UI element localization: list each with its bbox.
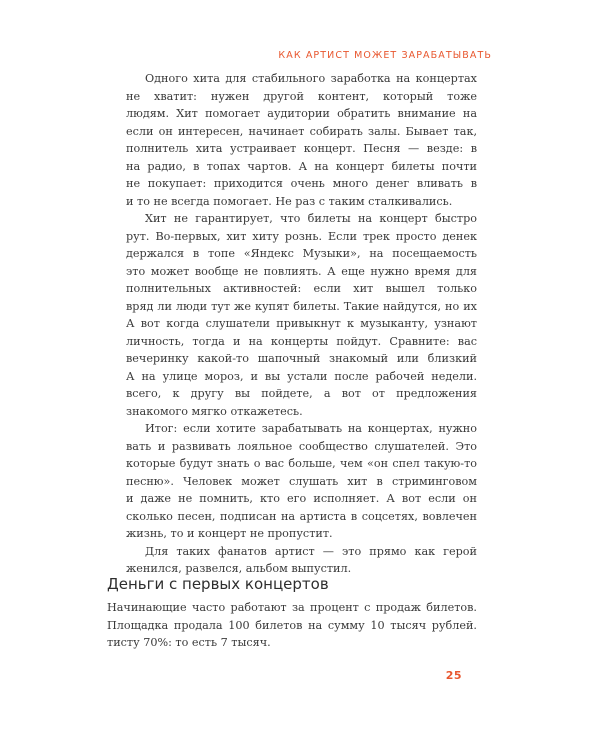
- text-line: которые будут знать о вас больше, чем «он спел такую-то: [126, 457, 477, 470]
- text-line: держался в топе «Яндекс Музыки», на посещаемость: [126, 247, 477, 260]
- text-line: вряд ли люди тут же купят билеты. Такие найдутся, но их: [126, 299, 477, 313]
- text-line: людям. Хит помогает аудитории обратить внимание на: [126, 107, 477, 120]
- text-line: это может вообще не повлиять. А еще нужно время для: [126, 264, 477, 278]
- text-line: и даже не помнить, кто его исполняет. А вот если он: [126, 492, 477, 505]
- text-line: Для таких фанатов артист — это прямо как герой: [145, 544, 477, 558]
- text-line: песню». Человек может слушать хит в стриминговом: [126, 474, 477, 488]
- running-header: КАК АРТИСТ МОЖЕТ ЗАРАБАТЫВАТЬ: [278, 50, 492, 61]
- text-line: вать и развивать лояльное сообщество слушателей. Это: [126, 439, 477, 453]
- paragraph-1: [107, 70, 477, 210]
- text-line: не покупает: приходится очень много денег вливать в: [126, 177, 477, 190]
- text-line: рут. Во-первых, хит хиту рознь. Если трек просто денек: [126, 229, 477, 243]
- text-line: полнитель хита устраивает концерт. Песня — везде: в: [126, 142, 477, 155]
- text-line: вечеринку какой-то шапочный знакомый или близкий: [126, 352, 477, 365]
- body-text: [107, 70, 477, 578]
- text-line: женился, развелся, альбом выпустил.: [126, 562, 352, 575]
- text-line: Итог: если хотите зарабатывать на концертах, нужно: [145, 422, 477, 435]
- text-line: и то не всегда помогает. Не раз с таким сталкивались.: [126, 194, 453, 208]
- page-number: 25: [445, 669, 462, 682]
- text-line: полнительных активностей: если хит вышел только: [126, 282, 477, 295]
- text-line: не хватит: нужен другой контент, который тоже: [126, 89, 477, 103]
- text-line: если он интересен, начинает собирать залы. Бывает так,: [126, 124, 477, 138]
- text-line: Площадка продала 100 билетов на сумму 10 тысяч рублей.: [107, 618, 477, 632]
- paragraph-2: [107, 210, 477, 420]
- text-line: личность, тогда и на концерты пойдут. Сравните: вас: [126, 334, 477, 348]
- section-body: [107, 599, 477, 652]
- text-line: всего, к другу вы пойдете, а вот от предложения: [126, 387, 477, 400]
- paragraph-4: [107, 543, 477, 578]
- text-line: жизнь, то и концерт не пропустит.: [126, 527, 333, 540]
- text-line: А на улице мороз, и вы устали после рабочей недели.: [126, 369, 477, 383]
- paragraph-3: [107, 420, 477, 543]
- text-line: сколько песен, подписан на артиста в соцсетях, вовлечен: [126, 509, 477, 523]
- text-line: Начинающие часто работают за процент с продаж билетов.: [107, 601, 477, 614]
- text-line: Хит не гарантирует, что билеты на концерт быстро: [145, 212, 477, 225]
- section-heading: Деньги с первых концертов: [107, 575, 329, 593]
- text-line: тисту 70%: то есть 7 тысяч.: [107, 636, 271, 649]
- text-line: Одного хита для стабильного заработка на концертах: [145, 72, 477, 85]
- text-line: знакомого мягко откажетесь.: [126, 404, 303, 418]
- text-line: на радио, в топах чартов. А на концерт билеты почти: [126, 159, 477, 173]
- text-line: А вот когда слушатели привыкнут к музыканту, узнают: [126, 317, 477, 330]
